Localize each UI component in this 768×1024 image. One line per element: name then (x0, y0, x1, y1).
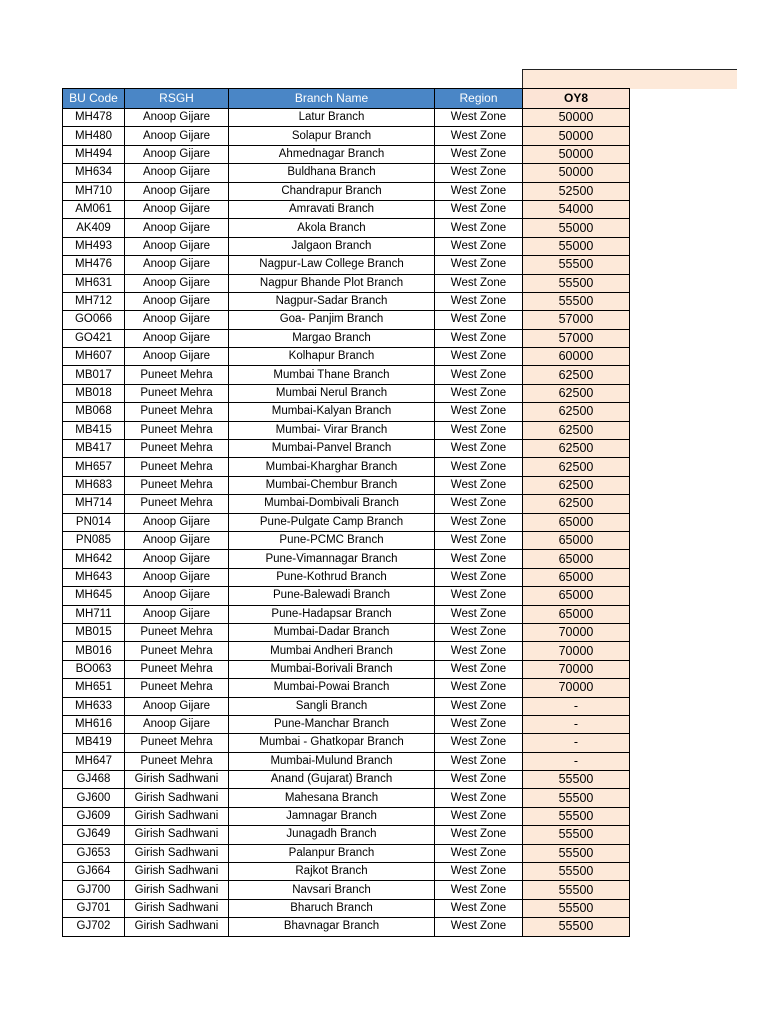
table-row (63, 826, 630, 844)
table-row (63, 329, 630, 347)
cell-rsgh[interactable]: Girish Sadhwani (125, 844, 229, 862)
cell-rsgh[interactable]: Anoop Gijare (125, 182, 229, 200)
cell-region[interactable]: West Zone (435, 421, 523, 439)
cell-branch-name[interactable]: Amravati Branch (229, 200, 435, 218)
cell-branch-name[interactable]: Mumbai- Virar Branch (229, 421, 435, 439)
table-row (63, 256, 630, 274)
cell-oy8[interactable]: 62500 (523, 476, 630, 494)
cell-rsgh[interactable]: Girish Sadhwani (125, 918, 229, 936)
cell-region[interactable]: West Zone (435, 256, 523, 274)
cell-bu-code[interactable]: MH711 (63, 605, 125, 623)
table-row (63, 458, 630, 476)
table-row (63, 734, 630, 752)
cell-branch-name[interactable]: Pune-Kothrud Branch (229, 568, 435, 586)
cell-region[interactable]: West Zone (435, 734, 523, 752)
cell-bu-code[interactable]: MH476 (63, 256, 125, 274)
cell-region[interactable]: West Zone (435, 918, 523, 936)
cell-branch-name[interactable]: Buldhana Branch (229, 164, 435, 182)
cell-region[interactable]: West Zone (435, 403, 523, 421)
cell-oy8[interactable]: 50000 (523, 109, 630, 127)
cell-region[interactable]: West Zone (435, 366, 523, 384)
table-row (63, 587, 630, 605)
cell-region[interactable]: West Zone (435, 697, 523, 715)
cell-rsgh[interactable]: Anoop Gijare (125, 568, 229, 586)
cell-branch-name[interactable]: Latur Branch (229, 109, 435, 127)
cell-rsgh[interactable]: Girish Sadhwani (125, 771, 229, 789)
cell-branch-name[interactable]: Junagadh Branch (229, 826, 435, 844)
cell-region[interactable]: West Zone (435, 219, 523, 237)
cell-rsgh[interactable]: Anoop Gijare (125, 109, 229, 127)
cell-region[interactable]: West Zone (435, 679, 523, 697)
cell-oy8[interactable]: 62500 (523, 384, 630, 402)
cell-branch-name[interactable]: Navsari Branch (229, 881, 435, 899)
table-row (63, 200, 630, 218)
table-row (63, 752, 630, 770)
cell-region[interactable]: West Zone (435, 623, 523, 641)
cell-rsgh[interactable]: Girish Sadhwani (125, 789, 229, 807)
cell-bu-code[interactable]: MB015 (63, 623, 125, 641)
highlight-band-edge (522, 70, 629, 89)
cell-bu-code[interactable]: MH683 (63, 476, 125, 494)
table-row (63, 164, 630, 182)
cell-rsgh[interactable]: Girish Sadhwani (125, 807, 229, 825)
cell-rsgh[interactable]: Girish Sadhwani (125, 826, 229, 844)
cell-bu-code[interactable]: MB018 (63, 384, 125, 402)
cell-rsgh[interactable]: Anoop Gijare (125, 715, 229, 733)
table-row (63, 605, 630, 623)
cell-bu-code[interactable]: MH478 (63, 109, 125, 127)
cell-oy8[interactable]: 57000 (523, 329, 630, 347)
cell-bu-code[interactable]: PN014 (63, 513, 125, 531)
cell-branch-name[interactable]: Anand (Gujarat) Branch (229, 771, 435, 789)
cell-oy8[interactable]: - (523, 734, 630, 752)
cell-branch-name[interactable]: Mumbai-Chembur Branch (229, 476, 435, 494)
cell-branch-name[interactable]: Bharuch Branch (229, 899, 435, 917)
table-row (63, 679, 630, 697)
cell-rsgh[interactable]: Puneet Mehra (125, 642, 229, 660)
cell-oy8[interactable]: 55000 (523, 219, 630, 237)
cell-oy8[interactable]: 70000 (523, 623, 630, 641)
cell-bu-code[interactable]: MB419 (63, 734, 125, 752)
table-row (63, 127, 630, 145)
table-row (63, 145, 630, 163)
table-row (63, 881, 630, 899)
cell-branch-name[interactable]: Nagpur-Sadar Branch (229, 292, 435, 310)
cell-rsgh[interactable]: Anoop Gijare (125, 164, 229, 182)
cell-bu-code[interactable]: MH480 (63, 127, 125, 145)
cell-bu-code[interactable]: GJ701 (63, 899, 125, 917)
cell-branch-name[interactable]: Mumbai-Kalyan Branch (229, 403, 435, 421)
cell-region[interactable]: West Zone (435, 568, 523, 586)
cell-rsgh[interactable]: Girish Sadhwani (125, 881, 229, 899)
cell-rsgh[interactable]: Anoop Gijare (125, 697, 229, 715)
cell-rsgh[interactable]: Anoop Gijare (125, 127, 229, 145)
cell-bu-code[interactable]: AM061 (63, 200, 125, 218)
cell-rsgh[interactable]: Puneet Mehra (125, 660, 229, 678)
cell-bu-code[interactable]: MB017 (63, 366, 125, 384)
cell-branch-name[interactable]: Rajkot Branch (229, 863, 435, 881)
cell-region[interactable]: West Zone (435, 164, 523, 182)
cell-branch-name[interactable]: Mumbai-Dadar Branch (229, 623, 435, 641)
cell-branch-name[interactable]: Bhavnagar Branch (229, 918, 435, 936)
cell-oy8[interactable]: 62500 (523, 458, 630, 476)
cell-region[interactable]: West Zone (435, 109, 523, 127)
cell-rsgh[interactable]: Puneet Mehra (125, 458, 229, 476)
cell-region[interactable]: West Zone (435, 605, 523, 623)
cell-rsgh[interactable]: Puneet Mehra (125, 623, 229, 641)
cell-branch-name[interactable]: Mumbai-Borivali Branch (229, 660, 435, 678)
cell-bu-code[interactable]: MH651 (63, 679, 125, 697)
cell-oy8[interactable]: 65000 (523, 513, 630, 531)
cell-bu-code[interactable]: MH494 (63, 145, 125, 163)
cell-region[interactable]: West Zone (435, 881, 523, 899)
cell-bu-code[interactable]: MH631 (63, 274, 125, 292)
cell-branch-name[interactable]: Pune-Manchar Branch (229, 715, 435, 733)
cell-region[interactable]: West Zone (435, 274, 523, 292)
cell-oy8[interactable]: 62500 (523, 366, 630, 384)
cell-region[interactable]: West Zone (435, 237, 523, 255)
cell-region[interactable]: West Zone (435, 476, 523, 494)
cell-branch-name[interactable]: Sangli Branch (229, 697, 435, 715)
cell-region[interactable]: West Zone (435, 145, 523, 163)
cell-oy8[interactable]: 55500 (523, 807, 630, 825)
cell-branch-name[interactable]: Nagpur-Law College Branch (229, 256, 435, 274)
cell-branch-name[interactable]: Mumbai-Mulund Branch (229, 752, 435, 770)
cell-rsgh[interactable]: Anoop Gijare (125, 605, 229, 623)
cell-region[interactable]: West Zone (435, 440, 523, 458)
cell-rsgh[interactable]: Puneet Mehra (125, 384, 229, 402)
table-row (63, 550, 630, 568)
cell-region[interactable]: West Zone (435, 311, 523, 329)
cell-oy8[interactable]: 62500 (523, 421, 630, 439)
cell-region[interactable]: West Zone (435, 513, 523, 531)
cell-region[interactable]: West Zone (435, 127, 523, 145)
cell-rsgh[interactable]: Anoop Gijare (125, 256, 229, 274)
cell-rsgh[interactable]: Puneet Mehra (125, 440, 229, 458)
cell-region[interactable]: West Zone (435, 715, 523, 733)
cell-branch-name[interactable]: Mumbai-Panvel Branch (229, 440, 435, 458)
cell-oy8[interactable]: 65000 (523, 531, 630, 549)
cell-oy8[interactable]: 55500 (523, 918, 630, 936)
cell-rsgh[interactable]: Anoop Gijare (125, 587, 229, 605)
cell-bu-code[interactable]: GJ664 (63, 863, 125, 881)
cell-rsgh[interactable]: Anoop Gijare (125, 292, 229, 310)
cell-rsgh[interactable]: Puneet Mehra (125, 495, 229, 513)
cell-branch-name[interactable]: Pune-Pulgate Camp Branch (229, 513, 435, 531)
cell-rsgh[interactable]: Puneet Mehra (125, 752, 229, 770)
cell-bu-code[interactable]: MB016 (63, 642, 125, 660)
cell-oy8[interactable]: 55500 (523, 844, 630, 862)
header-oy8[interactable]: OY8 (523, 89, 630, 109)
cell-rsgh[interactable]: Anoop Gijare (125, 311, 229, 329)
cell-bu-code[interactable]: GJ702 (63, 918, 125, 936)
cell-region[interactable]: West Zone (435, 826, 523, 844)
cell-bu-code[interactable]: MH493 (63, 237, 125, 255)
table-row (63, 771, 630, 789)
cell-rsgh[interactable]: Anoop Gijare (125, 274, 229, 292)
cell-region[interactable]: West Zone (435, 844, 523, 862)
table-row (63, 311, 630, 329)
cell-bu-code[interactable]: MH645 (63, 587, 125, 605)
table-row (63, 348, 630, 366)
table-row (63, 274, 630, 292)
cell-region[interactable]: West Zone (435, 384, 523, 402)
table-row (63, 807, 630, 825)
cell-bu-code[interactable]: MH633 (63, 697, 125, 715)
cell-branch-name[interactable]: Jalgaon Branch (229, 237, 435, 255)
table-row (63, 513, 630, 531)
cell-branch-name[interactable]: Margao Branch (229, 329, 435, 347)
cell-oy8[interactable]: 65000 (523, 605, 630, 623)
cell-bu-code[interactable]: MH616 (63, 715, 125, 733)
cell-branch-name[interactable]: Jamnagar Branch (229, 807, 435, 825)
cell-rsgh[interactable]: Puneet Mehra (125, 421, 229, 439)
cell-branch-name[interactable]: Mahesana Branch (229, 789, 435, 807)
cell-oy8[interactable]: 55500 (523, 863, 630, 881)
cell-rsgh[interactable]: Girish Sadhwani (125, 899, 229, 917)
cell-branch-name[interactable]: Pune-Balewadi Branch (229, 587, 435, 605)
table-row (63, 384, 630, 402)
cell-branch-name[interactable]: Palanpur Branch (229, 844, 435, 862)
cell-branch-name[interactable]: Mumbai Andheri Branch (229, 642, 435, 660)
cell-oy8[interactable]: 70000 (523, 642, 630, 660)
table-row (63, 237, 630, 255)
cell-oy8[interactable]: - (523, 715, 630, 733)
cell-oy8[interactable]: - (523, 697, 630, 715)
cell-branch-name[interactable]: Solapur Branch (229, 127, 435, 145)
cell-bu-code[interactable]: MH714 (63, 495, 125, 513)
cell-branch-name[interactable]: Akola Branch (229, 219, 435, 237)
cell-region[interactable]: West Zone (435, 348, 523, 366)
cell-oy8[interactable]: 55500 (523, 899, 630, 917)
cell-oy8[interactable]: - (523, 752, 630, 770)
cell-branch-name[interactable]: Pune-Vimannagar Branch (229, 550, 435, 568)
cell-bu-code[interactable]: MH643 (63, 568, 125, 586)
cell-bu-code[interactable]: MH657 (63, 458, 125, 476)
table-row (63, 697, 630, 715)
cell-branch-name[interactable]: Mumbai-Kharghar Branch (229, 458, 435, 476)
cell-oy8[interactable]: 65000 (523, 587, 630, 605)
cell-bu-code[interactable]: PN085 (63, 531, 125, 549)
cell-branch-name[interactable]: Mumbai-Dombivali Branch (229, 495, 435, 513)
table-row (63, 789, 630, 807)
cell-oy8[interactable]: 55500 (523, 789, 630, 807)
table-row (63, 531, 630, 549)
table-row (63, 421, 630, 439)
cell-branch-name[interactable]: Chandrapur Branch (229, 182, 435, 200)
cell-bu-code[interactable]: MB415 (63, 421, 125, 439)
cell-branch-name[interactable]: Mumbai Thane Branch (229, 366, 435, 384)
cell-rsgh[interactable]: Anoop Gijare (125, 329, 229, 347)
cell-oy8[interactable]: 62500 (523, 495, 630, 513)
header-rsgh[interactable]: RSGH (125, 89, 229, 109)
table-row (63, 219, 630, 237)
cell-oy8[interactable]: 50000 (523, 127, 630, 145)
cell-region[interactable]: West Zone (435, 660, 523, 678)
cell-region[interactable]: West Zone (435, 642, 523, 660)
branch-table (62, 88, 630, 937)
cell-region[interactable]: West Zone (435, 531, 523, 549)
cell-region[interactable]: West Zone (435, 292, 523, 310)
cell-rsgh[interactable]: Anoop Gijare (125, 531, 229, 549)
cell-region[interactable]: West Zone (435, 329, 523, 347)
cell-oy8[interactable]: 70000 (523, 679, 630, 697)
cell-rsgh[interactable]: Anoop Gijare (125, 348, 229, 366)
cell-oy8[interactable]: 55000 (523, 237, 630, 255)
cell-rsgh[interactable]: Girish Sadhwani (125, 863, 229, 881)
cell-region[interactable]: West Zone (435, 863, 523, 881)
table-row (63, 660, 630, 678)
cell-oy8[interactable]: 55500 (523, 292, 630, 310)
cell-bu-code[interactable]: GJ609 (63, 807, 125, 825)
table-row (63, 715, 630, 733)
table-row (63, 863, 630, 881)
cell-branch-name[interactable]: Pune-Hadapsar Branch (229, 605, 435, 623)
cell-bu-code[interactable]: AK409 (63, 219, 125, 237)
cell-bu-code[interactable]: MH634 (63, 164, 125, 182)
cell-bu-code[interactable]: GO066 (63, 311, 125, 329)
cell-region[interactable]: West Zone (435, 899, 523, 917)
table-row (63, 292, 630, 310)
table-row (63, 899, 630, 917)
cell-rsgh[interactable]: Puneet Mehra (125, 734, 229, 752)
cell-region[interactable]: West Zone (435, 458, 523, 476)
cell-region[interactable]: West Zone (435, 550, 523, 568)
cell-branch-name[interactable]: Mumbai-Powai Branch (229, 679, 435, 697)
table-row (63, 182, 630, 200)
cell-branch-name[interactable]: Mumbai - Ghatkopar Branch (229, 734, 435, 752)
cell-oy8[interactable]: 50000 (523, 145, 630, 163)
cell-rsgh[interactable]: Anoop Gijare (125, 550, 229, 568)
cell-bu-code[interactable]: MH642 (63, 550, 125, 568)
cell-oy8[interactable]: 54000 (523, 200, 630, 218)
table-row (63, 568, 630, 586)
cell-region[interactable]: West Zone (435, 587, 523, 605)
cell-bu-code[interactable]: GO421 (63, 329, 125, 347)
cell-oy8[interactable]: 57000 (523, 311, 630, 329)
cell-bu-code[interactable]: GJ468 (63, 771, 125, 789)
cell-oy8[interactable]: 55500 (523, 826, 630, 844)
cell-region[interactable]: West Zone (435, 182, 523, 200)
table-row (63, 495, 630, 513)
cell-region[interactable]: West Zone (435, 495, 523, 513)
table-row (63, 366, 630, 384)
cell-oy8[interactable]: 60000 (523, 348, 630, 366)
cell-bu-code[interactable]: GJ649 (63, 826, 125, 844)
cell-bu-code[interactable]: MH607 (63, 348, 125, 366)
cell-oy8[interactable]: 55500 (523, 771, 630, 789)
cell-rsgh[interactable]: Anoop Gijare (125, 219, 229, 237)
table-row (63, 476, 630, 494)
cell-oy8[interactable]: 50000 (523, 164, 630, 182)
cell-rsgh[interactable]: Puneet Mehra (125, 403, 229, 421)
table-row (63, 403, 630, 421)
cell-bu-code[interactable]: GJ700 (63, 881, 125, 899)
table-row (63, 109, 630, 127)
cell-bu-code[interactable]: MB068 (63, 403, 125, 421)
cell-region[interactable]: West Zone (435, 807, 523, 825)
cell-region[interactable]: West Zone (435, 789, 523, 807)
cell-rsgh[interactable]: Puneet Mehra (125, 366, 229, 384)
cell-oy8[interactable]: 55500 (523, 274, 630, 292)
cell-oy8[interactable]: 65000 (523, 568, 630, 586)
highlight-band (522, 69, 737, 89)
cell-bu-code[interactable]: MB417 (63, 440, 125, 458)
header-branch-name[interactable]: Branch Name (229, 89, 435, 109)
cell-rsgh[interactable]: Anoop Gijare (125, 145, 229, 163)
table-row (63, 918, 630, 936)
cell-oy8[interactable]: 65000 (523, 550, 630, 568)
cell-region[interactable]: West Zone (435, 752, 523, 770)
cell-oy8[interactable]: 55500 (523, 256, 630, 274)
cell-oy8[interactable]: 62500 (523, 440, 630, 458)
cell-bu-code[interactable]: GJ653 (63, 844, 125, 862)
cell-region[interactable]: West Zone (435, 200, 523, 218)
cell-oy8[interactable]: 55500 (523, 881, 630, 899)
cell-rsgh[interactable]: Puneet Mehra (125, 679, 229, 697)
cell-bu-code[interactable]: MH712 (63, 292, 125, 310)
table-row (63, 623, 630, 641)
header-bu-code[interactable]: BU Code (63, 89, 125, 109)
cell-bu-code[interactable]: BO063 (63, 660, 125, 678)
header-region[interactable]: Region (435, 89, 523, 109)
cell-region[interactable]: West Zone (435, 771, 523, 789)
cell-branch-name[interactable]: Mumbai Nerul Branch (229, 384, 435, 402)
cell-oy8[interactable]: 70000 (523, 660, 630, 678)
cell-rsgh[interactable]: Anoop Gijare (125, 200, 229, 218)
cell-rsgh[interactable]: Puneet Mehra (125, 476, 229, 494)
cell-rsgh[interactable]: Anoop Gijare (125, 513, 229, 531)
cell-branch-name[interactable]: Kolhapur Branch (229, 348, 435, 366)
cell-bu-code[interactable]: MH647 (63, 752, 125, 770)
cell-branch-name[interactable]: Pune-PCMC Branch (229, 531, 435, 549)
cell-bu-code[interactable]: MH710 (63, 182, 125, 200)
cell-branch-name[interactable]: Nagpur Bhande Plot Branch (229, 274, 435, 292)
header-row (63, 89, 630, 109)
cell-rsgh[interactable]: Anoop Gijare (125, 237, 229, 255)
table-row (63, 642, 630, 660)
cell-oy8[interactable]: 52500 (523, 182, 630, 200)
cell-branch-name[interactable]: Goa- Panjim Branch (229, 311, 435, 329)
cell-bu-code[interactable]: GJ600 (63, 789, 125, 807)
table-row (63, 844, 630, 862)
table-row (63, 440, 630, 458)
cell-oy8[interactable]: 62500 (523, 403, 630, 421)
cell-branch-name[interactable]: Ahmednagar Branch (229, 145, 435, 163)
